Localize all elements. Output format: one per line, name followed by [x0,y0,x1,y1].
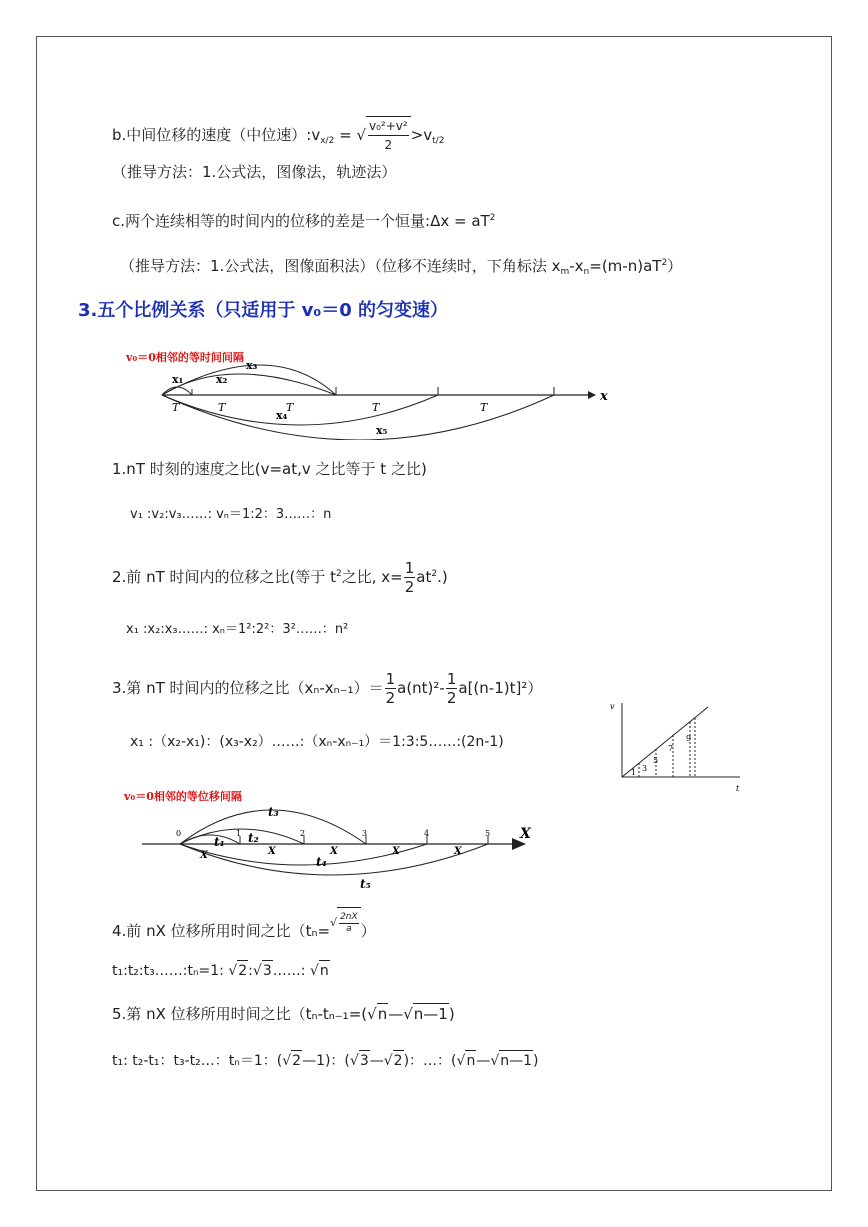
d2-tick-label-3: 3 [362,829,368,838]
item2-title [112,556,448,596]
item5-r3c: )：…：( [403,1053,457,1069]
b-eq: = [334,126,357,144]
item5-r3: 3 [359,1050,370,1071]
vt-y-label: v [610,702,615,711]
diagram1-arrow [588,391,596,399]
b-sub: x/2 [320,136,335,146]
vt-graph [600,695,750,800]
d2-tick-label-0: 0 [176,829,182,838]
item5-end: ) [533,1053,539,1069]
c-text: c.两个连续相等的时间内的位移的差是一个恒量:Δx = aT [112,212,490,230]
item2-title-c-sup: 2 [431,569,438,579]
item4-sqrt-num: 2nX [340,911,358,922]
item5-r2b: —1)：( [302,1053,350,1069]
c-method-a: （推导方法：1.公式法，图像面积法）（位移不连续时，下角标法 x [120,257,561,275]
item3-ratio: x₁ :（x₂-x₁)：(x₃-x₂）……:（xₙ-xₙ₋₁）＝1:3:5……:(2n-1) [130,734,504,750]
d2-tick-label-5: 5 [485,829,491,838]
b-method: （推导方法：1.公式法，图像法，轨迹法） [112,163,397,181]
diagram2-caption: v₀＝0相邻的等位移间隔 [124,790,242,803]
line-b [112,116,444,154]
b-rad-den: 2 [384,138,393,152]
item3-title-a: 3.第 nT 时间内的位移之比（xₙ-xₙ₋₁）＝ [112,679,384,697]
label-t1: t₁ [214,835,225,849]
c-method-n: n [583,267,590,277]
vt-area-1: 1 [631,768,637,777]
vt-x-label: t [736,784,740,793]
item2-ratio: x₁ :x₂:x₃……: xₙ＝1²:2²：3²……：n² [126,622,349,637]
label-t3: t₃ [268,805,279,819]
item4-sqrt: √ 2nX a [330,916,361,929]
diagram1-caption: v₀＝0相邻的等时间间隔 [126,351,244,364]
item4-ratio-a: t₁:t₂:t₃……:tₙ=1: [112,963,229,979]
d2-seg-5: X [454,846,462,857]
vt-area-7: 7 [668,744,674,753]
item2-title-c: at [416,568,432,586]
item5-title-b: ) [448,1005,455,1023]
d2-tick-label-1: 1 [236,829,242,838]
label-x3: x₃ [246,359,258,372]
item2-title-a: 2.前 nT 时间内的位移之比(等于 t [112,568,337,586]
b-gt-sub: t/2 [432,136,445,146]
item4-r2: 2 [237,960,248,981]
item3-frac-num-1: 1 [385,670,396,688]
d2-seg-3: X [330,846,338,857]
label-t5: t₅ [360,877,371,891]
b-rad-num: v₀²+v² [368,117,409,136]
item5-title-minus: — [388,1005,404,1023]
item4-ratio: t₁:t₂:t₃……:tₙ=1: √2:√3……: √n [112,960,330,981]
item3-frac-den-2: 2 [446,689,457,707]
item3-title-b: a(nt)²- [397,679,445,697]
item5-title-a: 5.第 nX 位移所用时间之比（tₙ-tₙ₋₁=( [112,1005,368,1023]
vt-area-9: 9 [686,734,692,743]
item2-title-sup: 2 [336,569,342,579]
label-t4: t₄ [316,855,327,869]
d2-seg-4: X [392,846,400,857]
item4-title [112,911,376,948]
d2-tick-label-2: 2 [300,829,306,838]
item5-r2c: 2 [393,1050,404,1071]
item1-title: 1.nT 时刻的速度之比(v=at,v 之比等于 t 之比) [112,460,427,478]
vt-area-3: 3 [642,764,648,773]
item4-r3: 3 [262,960,273,981]
item5-title-rn: n [377,1005,388,1023]
c-sup: 2 [489,213,496,223]
item3-frac-num-2: 1 [446,670,457,688]
label-x5: x₅ [376,424,388,437]
label-x2: x₂ [216,373,228,386]
line-c [112,208,495,231]
d2-seg-2: X [268,846,276,857]
T-4: T [372,401,380,414]
item4-rn: n [319,960,330,981]
item2-title-d: .) [437,568,448,586]
item3-title-c: a[(n-1)t]²） [458,679,543,697]
item3-title [112,668,542,708]
item2-title-b: 之比, x= [341,568,403,586]
diagram1-axis-label: x [600,389,608,404]
d2-seg-1: X [200,850,208,861]
d2-tick-label-4: 4 [424,829,430,838]
item5-ratio-a: t₁: t₂-t₁：t₃-t₂…：tₙ＝1：( [112,1053,283,1069]
item4-title-a: 4.前 nX 位移所用时间之比（tₙ= [112,922,331,940]
item2-frac-num: 1 [404,559,415,577]
item2-frac-den: 2 [404,578,415,596]
item5-rn-m: — [476,1053,491,1069]
T-1: T [172,401,180,414]
item5-ratio: t₁: t₂-t₁：t₃-t₂…：tₙ＝1：(√2—1)：(√3—√2)：…：(√n—√n—1) [112,1050,539,1071]
c-method-m: m [560,267,570,277]
c-method-d: ） [667,257,683,275]
equal-displacement-diagram [120,786,540,896]
b-sqrt: √ $\frac{\text{v₀²+v²}}{2}$ [356,126,410,144]
T-5: T [480,401,488,414]
item1-ratio: v₁ :v₂:v₃……: vₙ＝1:2：3……：n [130,507,332,522]
arc-x1 [162,387,192,395]
b-text: b.中间位移的速度（中位速）:v [112,126,321,144]
item4-dots: ……: [272,963,310,979]
item5-title: 5.第 nX 位移所用时间之比（tₙ-tₙ₋₁=(√n—√n—1) [112,1005,455,1023]
b-gt: >v [410,126,433,144]
T-2: T [218,401,226,414]
c-method-c: =(m-n)aT [589,257,662,275]
item3-frac-den-1: 2 [385,689,396,707]
item4-sep: : [248,963,253,979]
item4-title-b: ） [360,922,376,940]
vt-area-5: 5 [653,756,659,765]
equal-time-diagram [120,345,620,440]
arc-x4 [162,395,438,425]
item5-title-rn1: n—1 [413,1005,448,1023]
item5-rn: n [465,1050,476,1071]
diagram2-axis-label: X [520,826,531,842]
item4-sqrt-den: a [346,923,352,934]
T-3: T [286,401,294,414]
item5-rn1: n—1 [499,1050,533,1071]
label-t2: t₂ [248,831,259,845]
label-x1: x₁ [172,373,184,386]
c-method-b: -x [569,257,584,275]
label-x4: x₄ [276,409,288,422]
item5-r3b: — [369,1053,384,1069]
c-method-sup: 2 [661,258,668,268]
c-method [120,253,682,282]
item5-r2: 2 [291,1050,302,1071]
section-heading: 3.五个比例关系（只适用于 v₀＝0 的匀变速） [78,300,449,321]
